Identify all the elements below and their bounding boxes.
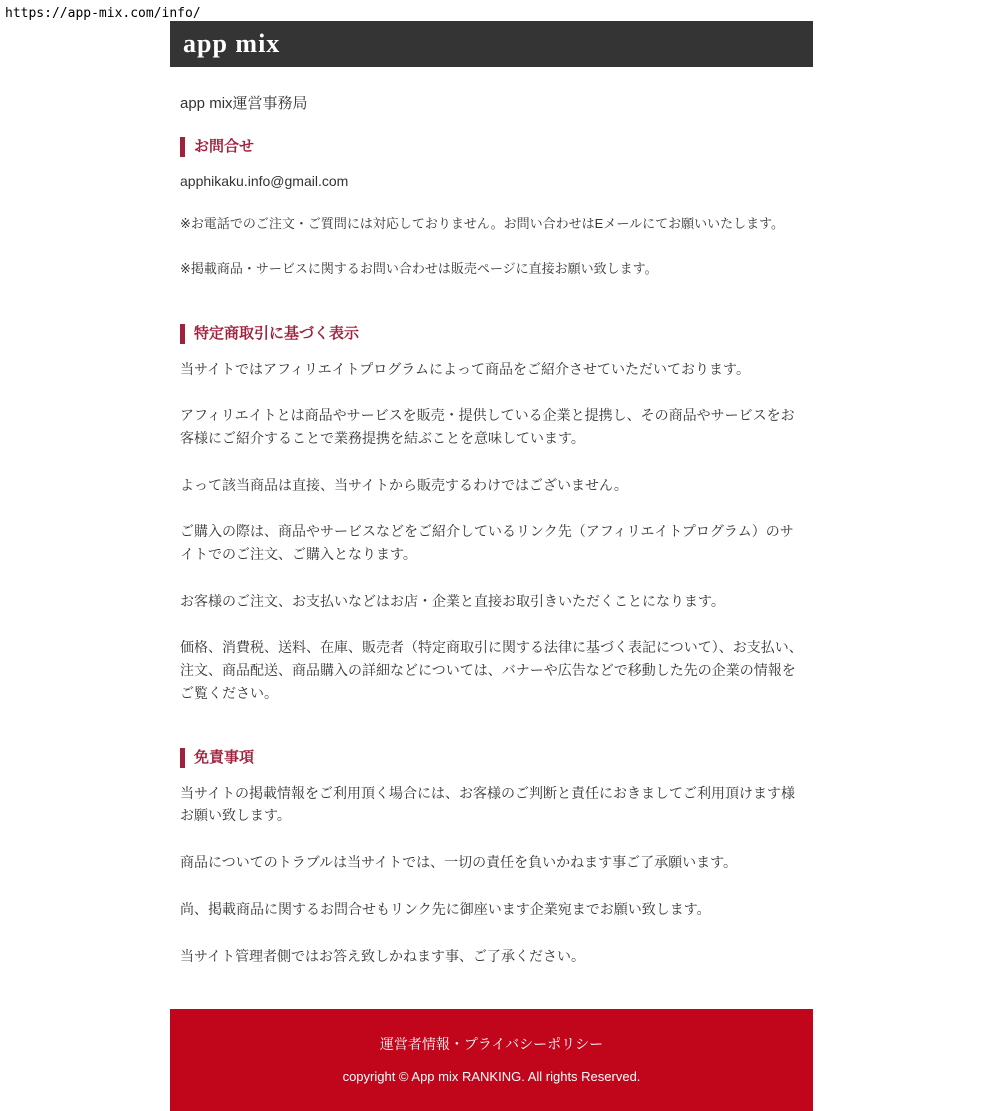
site-footer <box>170 1009 813 1111</box>
page-container <box>170 21 813 1111</box>
commercial-transactions-heading: 特定商取引に基づく表示 <box>180 324 803 344</box>
section-commercial-transactions <box>180 324 803 704</box>
commercial-paragraph: ご購入の際は、商品やサービスなどをご紹介しているリンク先（アフィリエイトプログラム）のサイトでのご注文、ご購入となります。 <box>180 523 794 562</box>
commercial-paragraph: よって該当商品は直接、当サイトから販売するわけではございません。 <box>180 476 628 493</box>
site-title: app mix <box>183 29 281 58</box>
section-disclaimer <box>180 748 803 967</box>
operator-name: app mix運営事務局 <box>180 95 308 112</box>
main-content <box>170 92 813 967</box>
contact-email: apphikaku.info@gmail.com <box>180 172 349 189</box>
commercial-paragraph: 価格、消費税、送料、在庫、販売者（特定商取引に関する法律に基づく表記について）、お支払い、注文、商品配送、商品購入の詳細などについては、バナーや広告などで移動した先の企業の情報をご覧ください。 <box>180 639 803 701</box>
disclaimer-paragraph: 尚、掲載商品に関するお問合せもリンク先に御座います企業宛までお願い致します。 <box>180 900 711 917</box>
disclaimer-heading: 免責事項 <box>180 748 803 768</box>
disclaimer-paragraph: 当サイトの掲載情報をご利用頂く場合には、お客様のご判断と責任におきましてご利用頂けます様お願い致します。 <box>180 784 796 824</box>
site-header <box>170 21 813 67</box>
commercial-paragraph: お客様のご注文、お支払いなどはお店・企業と直接お取引きいただくことになります。 <box>180 592 725 609</box>
copyright-text: copyright © App mix RANKING. All rights Reserved. <box>342 1069 641 1085</box>
commercial-paragraph: 当サイトではアフィリエイトプログラムによって商品をご紹介させていただいております。 <box>180 360 750 377</box>
disclaimer-paragraph: 当サイト管理者側ではお答え致しかねます事、ご了承ください。 <box>180 947 586 964</box>
disclaimer-paragraph: 商品についてのトラブルは当サイトでは、一切の責任を負いかねます事ご了承願います。 <box>180 854 738 871</box>
privacy-policy-link[interactable]: 運営者情報・プライバシーポリシー <box>379 1036 604 1053</box>
section-contact <box>180 137 803 280</box>
browser-url: https://app-mix.com/info/ <box>5 6 201 21</box>
contact-heading: お問合せ <box>180 137 803 157</box>
commercial-paragraph: アフィリエイトとは商品やサービスを販売・提供している企業と提携し、その商品やサービスをお客様にご紹介することで業務提携を結ぶことを意味しています。 <box>180 407 795 446</box>
contact-note-products: ※掲載商品・サービスに関するお問い合わせは販売ページに直接お願い致します。 <box>180 261 658 277</box>
contact-note-phone: ※お電話でのご注文・ご質問には対応しておりません。お問い合わせはEメールにてお願いいたします。 <box>180 215 785 231</box>
